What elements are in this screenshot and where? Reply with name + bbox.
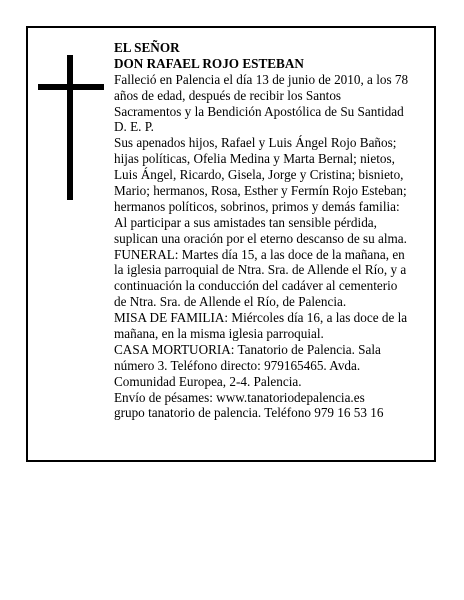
cross-horizontal-bar bbox=[38, 84, 104, 90]
body-line: Al participar a sus amistades tan sensible pérdida, bbox=[114, 214, 377, 230]
body-line: Mario; hermanos, Rosa, Esther y Fermín Rojo Esteban; bbox=[114, 183, 407, 199]
body-line: Falleció en Palencia el día 13 de junio de 2010, a los 78 bbox=[114, 71, 409, 87]
body-line: Envío de pésames: www.tanatoriodepalencia.es bbox=[114, 389, 365, 405]
body-line: D. E. P. bbox=[114, 119, 154, 135]
body-line: número 3. Teléfono directo: 979165465. Avda. bbox=[114, 357, 361, 373]
body-line: CASA MORTUORIA: Tanatorio de Palencia. Sala bbox=[114, 341, 381, 357]
body-line: hermanos políticos, sobrinos, primos y demás familia: bbox=[114, 198, 400, 214]
body-line: de Ntra. Sra. de Allende el Río, de Palencia. bbox=[114, 294, 347, 310]
cross-icon bbox=[38, 55, 104, 200]
cross-vertical-bar bbox=[67, 55, 73, 200]
notice-text bbox=[114, 40, 434, 421]
body-line: Comunidad Europea, 2-4. Palencia. bbox=[114, 373, 302, 389]
body-line: continuación la conducción del cadáver al cementerio bbox=[114, 278, 398, 294]
body-line: suplican una oración por el eterno descanso de su alma. bbox=[114, 230, 407, 246]
body-line: MISA DE FAMILIA: Miércoles día 16, a las doce de la bbox=[114, 310, 408, 326]
body-line: Sacramentos y la Bendición Apostólica de Su Santidad bbox=[114, 103, 404, 119]
obituary-notice bbox=[26, 26, 436, 462]
body-line: Luis Ángel, Ricardo, Gisela, Jorge y Cristina; bisnieto, bbox=[114, 167, 404, 183]
deceased-name: DON RAFAEL ROJO ESTEBAN bbox=[114, 55, 304, 71]
body-line: años de edad, después de recibir los Santos bbox=[114, 87, 342, 103]
body-line: mañana, en la misma iglesia parroquial. bbox=[114, 326, 324, 342]
body-line: Sus apenados hijos, Rafael y Luis Ángel Rojo Baños; bbox=[114, 135, 397, 151]
deceased-title: EL SEÑOR bbox=[114, 40, 180, 55]
body-line: FUNERAL: Martes día 15, a las doce de la mañana, en bbox=[114, 246, 405, 262]
body-line: la iglesia parroquial de Ntra. Sra. de Allende el Río, y a bbox=[114, 262, 407, 278]
body-line: hijas políticas, Ofelia Medina y Marta Bernal; nietos, bbox=[114, 151, 395, 167]
body-line: grupo tanatorio de palencia. Teléfono 979 16 53 16 bbox=[114, 405, 384, 421]
